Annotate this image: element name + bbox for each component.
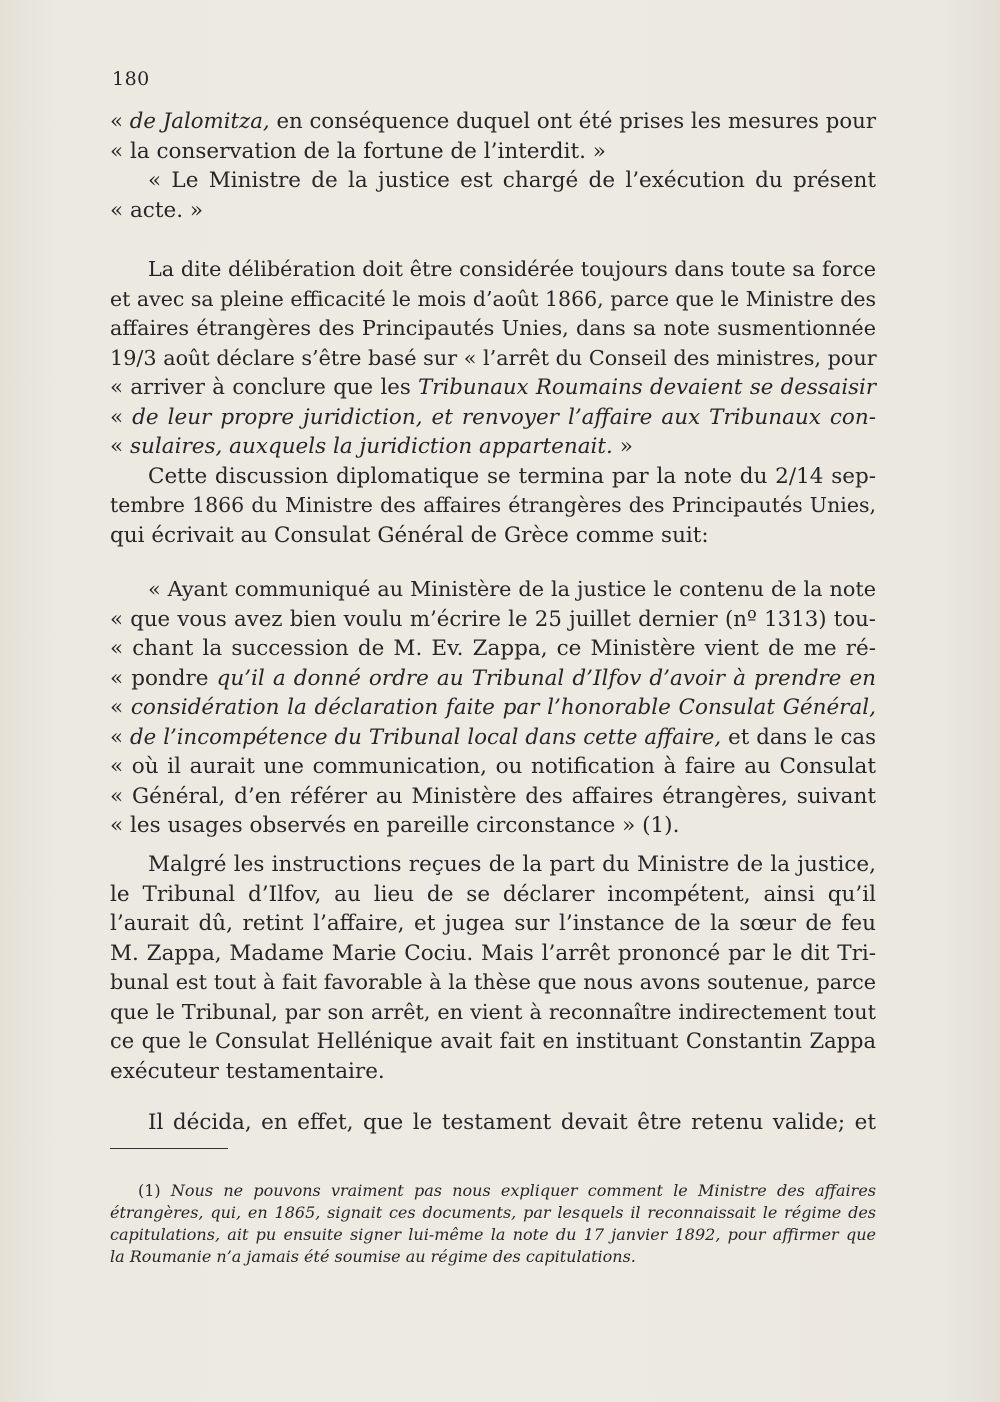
quotation	[110, 575, 876, 841]
text-line: 19/3 août déclare s’être basé sur « l’arrêt du Conseil des ministres, pour	[110, 345, 877, 370]
text-line: « de Jalomitza, en conséquence duquel ont été prises les mesures pour	[110, 109, 876, 134]
page-number: 180	[112, 68, 150, 90]
text-line: « arriver à conclure que les Tribunaux Roumains devaient se dessaisir	[110, 375, 876, 400]
text-line: que le Tribunal, par son arrêt, en vient à reconnaître indirectement tout	[110, 999, 876, 1024]
text-line: Malgré les instructions reçues de la part du Ministre de la justice,	[148, 852, 876, 877]
text-line: l’aurait dû, retint l’affaire, et jugea sur l’instance de la sœur de feu	[110, 911, 876, 936]
text-line: « sulaires, auxquels la juridiction appartenait. »	[110, 434, 633, 459]
text-line: « Le Ministre de la justice est chargé de l’exécution du présent	[148, 168, 876, 193]
text-line: le Tribunal d’Ilfov, au lieu de se déclarer incompétent, ainsi qu’il	[110, 881, 876, 907]
paragraph	[110, 850, 876, 1086]
text-line: « pondre qu’il a donné ordre au Tribunal d’Ilfov d’avoir à prendre en	[110, 665, 877, 691]
footnote-line: la Roumanie n’a jamais été soumise au régime des capitulations.	[110, 1247, 636, 1266]
text-line: bunal est tout à fait favorable à la thèse que nous avons soutenue, parce	[110, 970, 876, 994]
footnote-line: étrangères, qui, en 1865, signait ces documents, par lesquels il reconnaissait le régime des	[110, 1203, 876, 1222]
text-line: « la conservation de la fortune de l’interdit. »	[110, 138, 606, 164]
quote-continuation	[110, 107, 876, 225]
text-line: M. Zappa, Madame Marie Cociu. Mais l’arrêt prononcé par le dit Tri-	[110, 940, 876, 966]
text-line: « considération la déclaration faite par l’honorable Consulat Général,	[110, 695, 876, 720]
text-line: tembre 1866 du Ministre des affaires étrangères des Principautés Unies,	[110, 493, 876, 517]
text-line: exécuteur testamentaire.	[110, 1058, 385, 1084]
text-line: Cette discussion diplomatique se termina par la note du 2/14 sep-	[148, 463, 876, 489]
text-line: « de leur propre juridiction, et renvoyer l’affaire aux Tribunaux con-	[110, 404, 876, 430]
text-line: « que vous avez bien voulu m’écrire le 25 juillet dernier (nº 1313) tou-	[110, 606, 876, 632]
text-line: « acte. »	[110, 197, 204, 223]
text-line: « chant la succession de M. Ev. Zappa, ce Ministère vient de me ré-	[110, 636, 876, 661]
text-line: affaires étrangères des Principautés Unies, dans sa note susmentionnée	[110, 316, 876, 340]
paragraph	[110, 1108, 876, 1138]
text-line: « Ayant communiqué au Ministère de la justice le contenu de la note	[148, 577, 876, 601]
text-line: Il décida, en effet, que le testament devait être retenu valide; et	[148, 1110, 876, 1135]
text-line: « Général, d’en référer au Ministère des affaires étrangères, suivant	[110, 783, 876, 809]
footnote-rule	[110, 1148, 228, 1149]
text-line: et avec sa pleine efficacité le mois d’août 1866, parce que le Ministre des	[110, 286, 876, 311]
text-line: « où il aurait une communication, ou notification à faire au Consulat	[110, 754, 876, 779]
footnote-line: capitulations, ait pu ensuite signer lui-même la note du 17 janvier 1892, pour affirmer que	[110, 1225, 876, 1244]
text-line: qui écrivait au Consulat Général de Grèce comme suit:	[110, 522, 709, 548]
text-line: « les usages observés en pareille circonstance » (1).	[110, 813, 680, 838]
text-line: La dite délibération doit être considérée toujours dans toute sa force	[148, 257, 876, 281]
footnote-line: (1) Nous ne pouvons vraiment pas nous expliquer comment le Ministre des affaires	[138, 1181, 877, 1200]
text-line: ce que le Consulat Hellénique avait fait en instituant Constantin Zappa	[110, 1029, 876, 1053]
paragraph	[110, 255, 876, 550]
text-line: « de l’incompétence du Tribunal local dans cette affaire, et dans le cas	[110, 724, 876, 750]
footnote	[110, 1180, 876, 1268]
